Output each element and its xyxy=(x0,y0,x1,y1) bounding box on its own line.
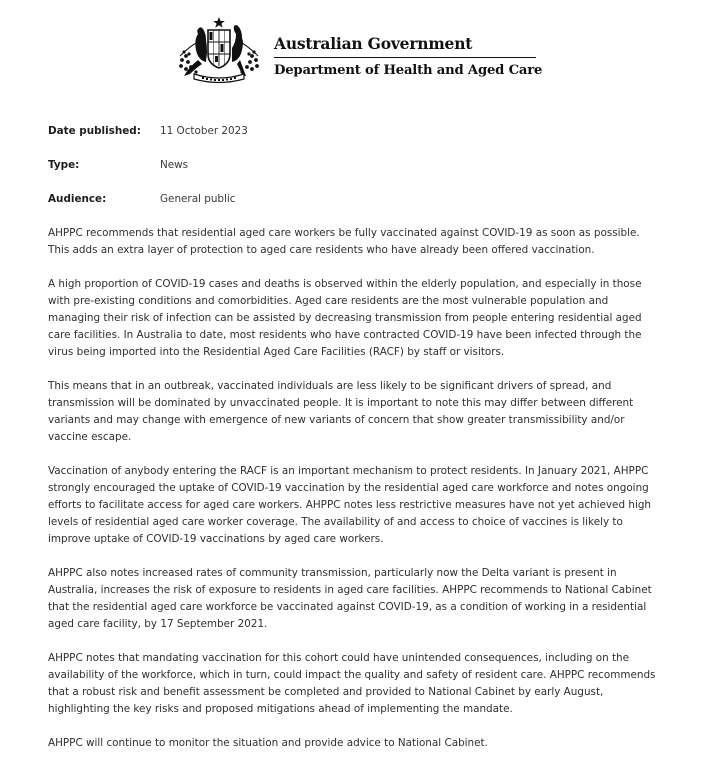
government-name: Australian Government xyxy=(274,34,473,53)
department-name: Department of Health and Aged Care xyxy=(274,63,543,78)
publication-metadata xyxy=(48,124,668,226)
type-value: News xyxy=(160,159,189,171)
paragraph: AHPPC notes that mandating vaccination for this cohort could have unintended consequences, including on the availability of the workforce, which in turn, could impact the quality and safety of resident care. AHPPC recommends that a robust risk and benefit assessment be completed and provided to National Cabinet by early August, highlighting the key risks and proposed mitigations ahead of implementing the mandate. xyxy=(48,652,656,715)
wordmark-divider xyxy=(274,57,536,58)
paragraph: AHPPC recommends that residential aged care workers be fully vaccinated against COVID-19 as soon as possible. This adds an extra layer of protection to aged care residents who have already been offered vaccination. xyxy=(48,227,640,256)
type-label: Type: xyxy=(48,159,80,171)
paragraph: A high proportion of COVID-19 cases and deaths is observed within the elderly population, and especially in those with pre-existing conditions and comorbidities. Aged care residents are the most vulnerable population and managing their risk of infection can be assisted by decreasing transmission from people entering residential aged care facilities. In Australia to date, most residents who have contracted COVID-19 have been infected through the virus being imported into the Residential Aged Care Facilities (RACF) by staff or visitors. xyxy=(48,278,642,358)
date-published-label: Date published: xyxy=(48,125,141,137)
page-header xyxy=(176,16,556,86)
meta-row-date xyxy=(48,124,668,158)
date-published-value: 11 October 2023 xyxy=(160,125,248,137)
commonwealth-coat-of-arms-icon xyxy=(176,16,266,84)
government-wordmark xyxy=(274,34,543,80)
audience-label: Audience: xyxy=(48,193,107,205)
paragraph: AHPPC also notes increased rates of community transmission, particularly now the Delta variant is present in Australia, increases the risk of exposure to residents in aged care facilities. AHPPC recommends to National Cabinet that the residential aged care workforce be vaccinated against COVID-19, as a condition of working in a residential aged care facility, by 17 September 2021. xyxy=(48,567,652,630)
meta-row-audience xyxy=(48,192,668,226)
paragraph: Vaccination of anybody entering the RACF is an important mechanism to protect residents. In January 2021, AHPPC strongly encouraged the uptake of COVID-19 vaccination by the residential aged care workforce and notes ongoing efforts to facilitate access for aged care workers. AHPPC notes less restrictive measures have not yet achieved high levels of residential aged care worker coverage. The availability of and access to choice of vaccines is likely to improve uptake of COVID-19 vaccinations by aged care workers. xyxy=(48,465,652,545)
article-body xyxy=(48,225,663,769)
paragraph: This means that in an outbreak, vaccinated individuals are less likely to be significant drivers of spread, and transmission will be dominated by unvaccinated people. It is important to note this may differ between different variants and may change with emergence of new variants of concern that show greater transmissibility and/or vaccine escape. xyxy=(48,380,634,443)
meta-row-type xyxy=(48,158,668,192)
audience-value: General public xyxy=(160,193,236,205)
paragraph: AHPPC will continue to monitor the situation and provide advice to National Cabinet. xyxy=(48,737,488,749)
